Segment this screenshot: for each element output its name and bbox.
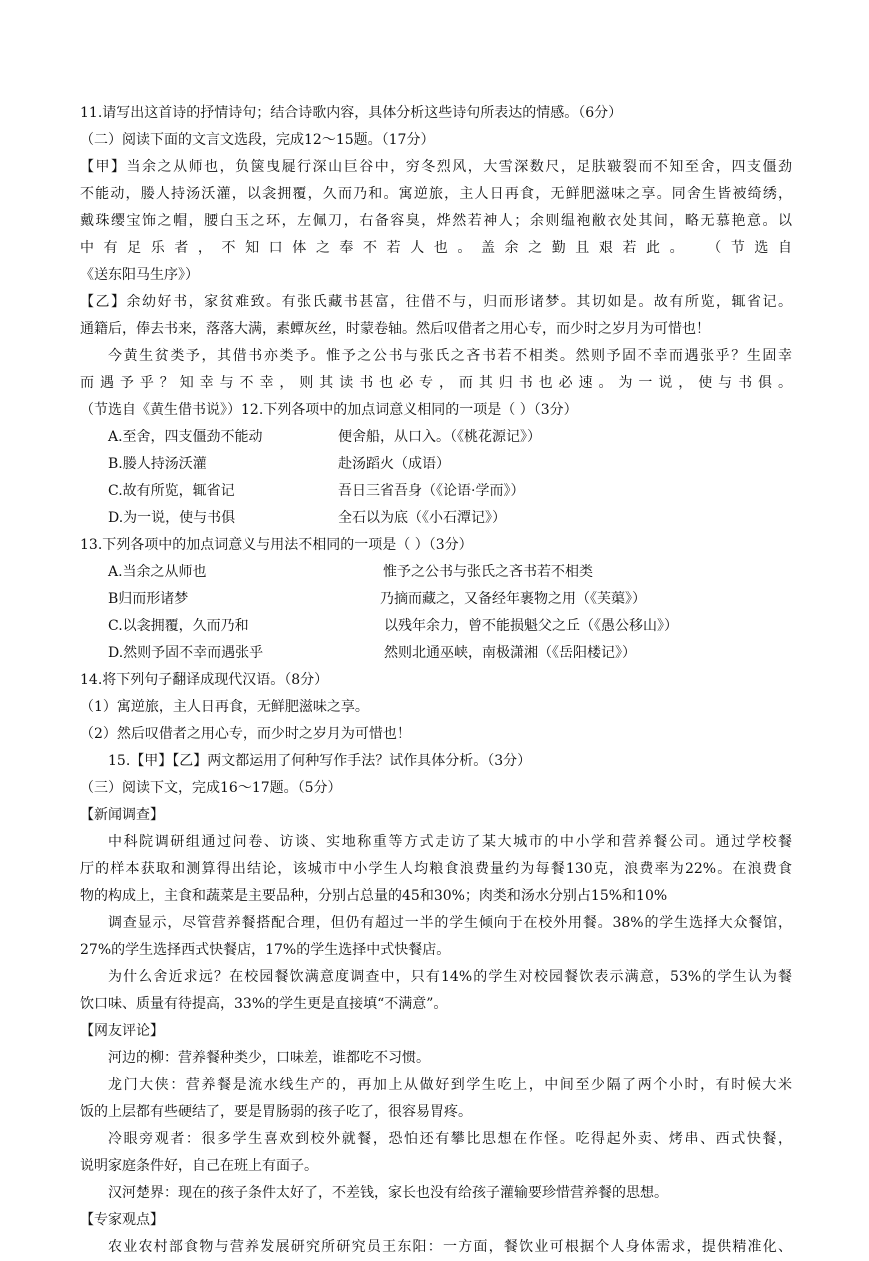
text-line: 汉河楚界：现在的孩子条件太好了，不差钱，家长也没有给孩子灌输要珍惜营养餐的思想。 [108,1185,668,1201]
text-line: 饭的上层都有些硬结了，要是胃肠弱的孩子吃了，很容易胃疼。 [80,1104,472,1120]
option-text: C.故有所览，辄省记 [108,483,235,499]
text-line: （1）寓逆旅，主人日再食，无鲜肥滋味之享。 [80,699,369,715]
text-line: 27%的学生选择西式快餐店，17%的学生选择中式快餐店。 [80,942,451,958]
text-line: 为什么舍近求远？在校园餐饮满意度调查中，只有14%的学生对校园餐饮表示满意，53%的学生认为餐 [108,969,792,985]
text-line: 14.将下列句子翻译成现代汉语。（8分） [80,672,329,688]
text-line: 河边的柳：营养餐种类少，口味差，谁都吃不习惯。 [108,1050,430,1066]
option-row [80,586,792,613]
option-text: B.媵人持汤沃灌 [108,456,207,472]
option-row [80,559,792,586]
option-comparison: 然则北通巫峡，南极潇湘（《岳阳楼记》） [384,645,636,661]
text-line: 不能动，媵人持汤沃灌，以衾拥覆，久而乃和。寓逆旅，主人日再食，无鲜肥滋味之享。同舍生皆被绮绣， [80,186,792,202]
text-line: 厅的样本获取和测算得出结论，该城市中小学生人均粮食浪费量约为每餐130克，浪费率为22%。在浪费食 [80,861,792,877]
option-row [80,478,792,505]
option-text: A.至舍，四支僵劲不能动 [108,429,263,445]
text-line: 调查显示，尽管营养餐搭配合理，但仍有超过一半的学生倾向于在校外用餐。38%的学生选择大众餐馆， [108,915,792,931]
option-comparison: 惟予之公书与张氏之吝书若不相类 [383,564,593,580]
option-comparison: 便舍船，从口入。（《桃花源记》） [338,429,541,445]
text-line: 龙门大侠：营养餐是流水线生产的，再加上从做好到学生吃上，中间至少隔了两个小时，有时候大米 [108,1077,792,1093]
text-line: 戴珠缨宝饰之帽，腰白玉之环，左佩刀，右备容臭，烨然若神人；余则缊袍敝衣处其间，略无慕艳意。以 [80,213,792,229]
option-text: D.为一说，使与书俱 [108,510,236,526]
text-line: 通籍后，俸去书来，落落大满，素蟫灰丝，时蒙卷轴。然后叹借者之用心专，而少时之岁月为可惜也！ [80,321,710,337]
option-comparison: 全石以为底（《小石潭记》） [338,510,506,526]
text-line: 【新闻调查】 [80,807,164,823]
text-line: 《送东阳马生序》） [80,267,199,283]
text-line: 中科院调研组通过问卷、访谈、实地称重等方式走访了某大城市的中小学和营养餐公司。通过学校餐 [108,834,792,850]
text-line: 中有足乐者，不知口体之奉不若人也。盖余之勤且艰若此。 （节选自 [80,240,792,256]
option-text: D.然则予固不幸而遇张乎 [108,645,264,661]
text-line: 【网友评论】 [80,1023,164,1039]
text-line: 冷眼旁观者：很多学生喜欢到校外就餐，恐怕还有攀比思想在作怪。吃得起外卖、烤串、西式快餐， [108,1131,792,1147]
text-line: 13.下列各项中的加点词意义与用法不相同的一项是（ ）（3分） [80,537,473,553]
option-comparison: 以残年余力，曾不能损魁父之丘（《愚公移山》） [384,618,678,634]
text-line: 说明家庭条件好，自己在班上有面子。 [80,1158,318,1174]
text-line: 15.【甲】【乙】两文都运用了何种写作手法？试作具体分析。（3分） [108,753,532,769]
option-row [80,451,792,478]
document-body [80,100,792,1261]
text-line: 物的构成上，主食和蔬菜是主要品种，分别占总量的45和30%；肉类和汤水分别占15%和10% [80,888,668,904]
option-comparison: 乃摘而藏之，又备经年裹物之用（《芙蕖》） [380,591,646,607]
text-line: 饮口味、质量有待提高，33%的学生更是直接填“不满意”。 [80,996,448,1012]
text-line: 今黄生贫类予，其借书亦类予。惟予之公书与张氏之吝书若不相类。然则予固不幸而遇张乎？生固幸 [108,348,792,364]
text-line: 【专家观点】 [80,1212,164,1228]
text-line: （三）阅读下文，完成16～17题。（5分） [80,780,342,796]
text-line: 【甲】当余之从师也，负箧曳屣行深山巨谷中，穷冬烈风，大雪深数尺，足肤皲裂而不知至舍，四支僵劲 [80,159,792,175]
text-line: （二）阅读下面的文言文选段，完成12～15题。（17分） [80,132,435,148]
option-comparison: 赴汤蹈火（成语） [338,456,450,472]
option-text: A.当余之从师也 [108,564,207,580]
option-row [80,424,792,451]
option-comparison: 吾日三省吾身（《论语·学而》） [338,483,525,499]
option-row [80,613,792,640]
text-line: 农业农村部食物与营养发展研究所研究员王东阳：一方面，餐饮业可根据个人身体需求，提供精准化、 [108,1239,792,1255]
text-line: 【乙】余幼好书，家贫难致。有张氏藏书甚富，往借不与，归而形诸梦。其切如是。故有所览，辄省记。 [80,294,792,310]
option-row [80,505,792,532]
text-line: 11.请写出这首诗的抒情诗句；结合诗歌内容，具体分析这些诗句所表达的情感。（6分） [80,105,623,121]
option-row [80,640,792,667]
text-line: （2）然后叹借者之用心专，而少时之岁月为可惜也！ [80,726,411,742]
text-line: 而 遇 予 乎 ？ 知 幸 与 不 幸 ， 则 其 读 书 也 必 专 ， 而 其 归 书 也 必 速 。 为 一 说 ， 使 与 书 俱 。 [80,375,792,391]
option-text: C.以衾拥覆，久而乃和 [108,618,249,634]
option-text: B归而形诸梦 [108,591,189,607]
text-line: （节选自《黄生借书说》）12.下列各项中的加点词意义相同的一项是（ ）（3分） [80,402,578,418]
